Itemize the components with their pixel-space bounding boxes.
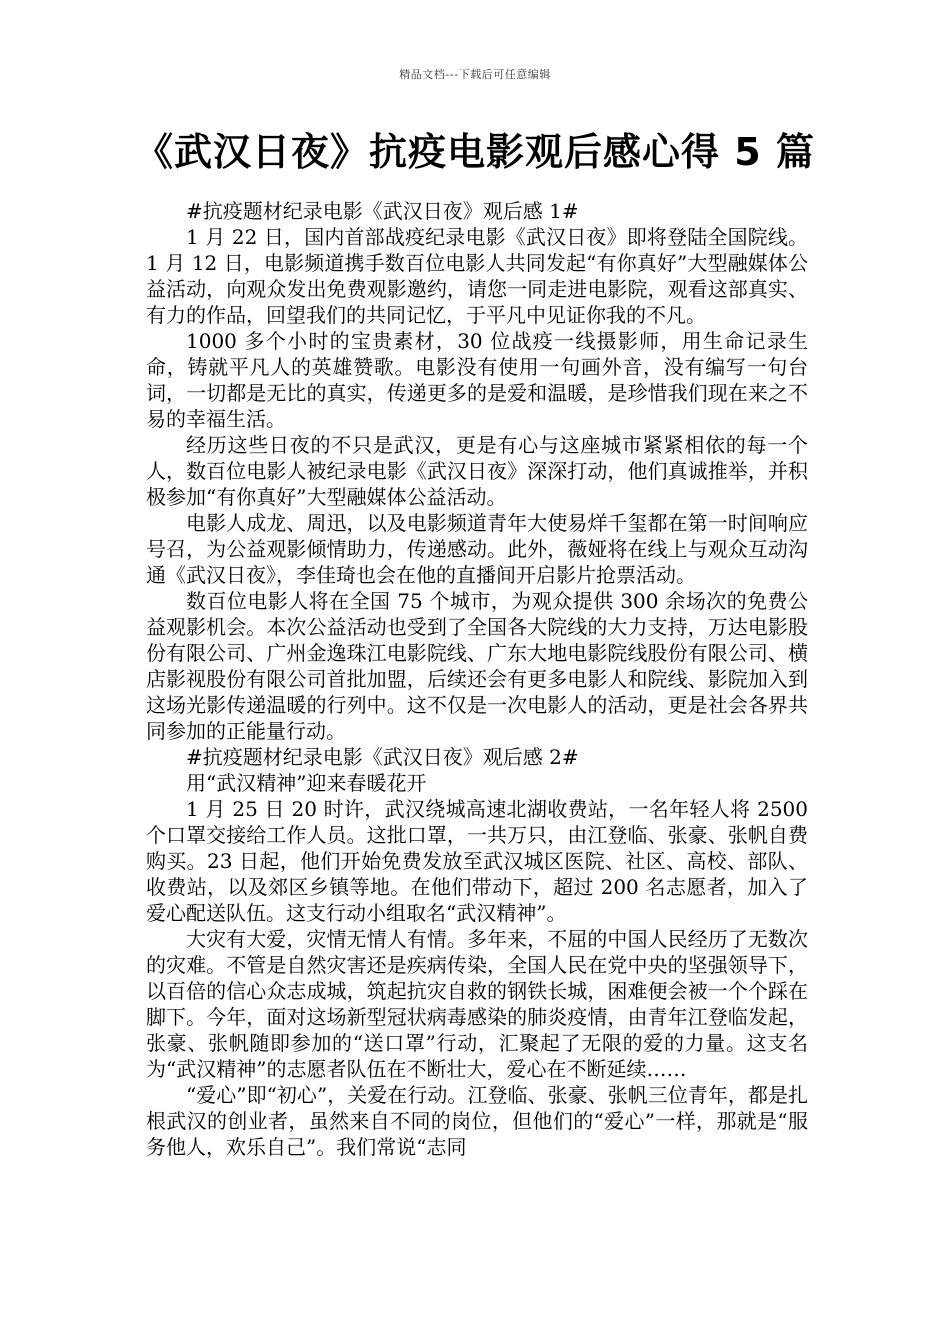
header-note: 精品文档---下载后可任意编辑 (399, 68, 551, 81)
subtitle: 用“武汉精神”迎来春暖花开 (186, 771, 427, 795)
paragraph: 电影人成龙、周迅，以及电影频道青年大使易烊千玺都在第一时间响应号召，为公益观影倾情助力，传递感动。此外，薇娅将在线上与观众互动沟通《武汉日夜》，李佳琦也会在他的直播间开启影片抢票活动。 (146, 511, 808, 587)
paragraph: 数百位电影人将在全国 75 个城市，为观众提供 300 余场次的免费公益观影机会。本次公益活动也受到了全国各大院线的大力支持，万达电影股份有限公司、广州金逸珠江电影院线、广东大地电影院线股份有限公司、横店影视股份有限公司首批加盟，后续还会有更多电影人和院线、影院加入到这场光影传递温暖的行列中。这不仅是一次电影人的活动，更是社会各界共同参加的正能量行动。 (146, 589, 808, 743)
paragraph: 大灾有大爱，灾情无情人有情。多年来，不屈的中国人民经历了无数次的灾难。不管是自然灾害还是疾病传染，全国人民在党中央的坚强领导下，以百倍的信心众志成城，筑起抗灾自救的钢铁长城，困难便会被一个个踩在脚下。今年，面对这场新型冠状病毒感染的肺炎疫情，由青年江登临发起，张豪、张帆随即参加的“送口罩”行动，汇聚起了无限的爱的力量。这支名为“武汉精神”的志愿者队伍在不断壮大，爱心在不断延续…… (146, 927, 808, 1081)
paragraph: 经历这些日夜的不只是武汉，更是有心与这座城市紧紧相依的每一个人，数百位电影人被纪录电影《武汉日夜》深深打动，他们真诚推举，并积极参加“有你真好”大型融媒体公益活动。 (146, 433, 808, 509)
section-heading-1: #抗疫题材纪录电影《武汉日夜》观后感 1# (186, 199, 579, 223)
document-title: 《武汉日夜》抗疫电影观后感心得 5 篇 (135, 130, 815, 174)
section-heading-2: #抗疫题材纪录电影《武汉日夜》观后感 2# (186, 745, 579, 769)
paragraph: 1 月 22 日，国内首部战疫纪录电影《武汉日夜》即将登陆全国院线。1 月 12 日，电影频道携手数百位电影人共同发起“有你真好”大型融媒体公益活动，向观众发出免费观影邀约，请您一同走进电影院，观看这部真实、有力的作品，回望我们的共同记忆，于平凡中见证你我的不凡。 (146, 225, 808, 327)
paragraph: 1 月 25 日 20 时许，武汉绕城高速北湖收费站，一名年轻人将 2500 个口罩交接给工作人员。这批口罩，一共万只，由江登临、张豪、张帆自费购买。23 日起，他们开始免费发放至武汉城区医院、社区、高校、部队、收费站，以及郊区乡镇等地。在他们带动下，超过 200 名志愿者，加入了爱心配送队伍。这支行动小组取名“武汉精神”。 (146, 797, 808, 925)
document-body (146, 198, 808, 1160)
paragraph: “爱心”即“初心”，关爱在行动。江登临、张豪、张帆三位青年，都是扎根武汉的创业者，虽然来自不同的岗位，但他们的“爱心”一样，那就是“服务他人，欢乐自己”。我们常说“志同 (146, 1083, 808, 1159)
paragraph: 1000 多个小时的宝贵素材，30 位战疫一线摄影师，用生命记录生命，铸就平凡人的英雄赞歌。电影没有使用一句画外音，没有编写一句台词，一切都是无比的真实，传递更多的是爱和温暖，是珍惜我们现在来之不易的幸福生活。 (146, 329, 808, 431)
